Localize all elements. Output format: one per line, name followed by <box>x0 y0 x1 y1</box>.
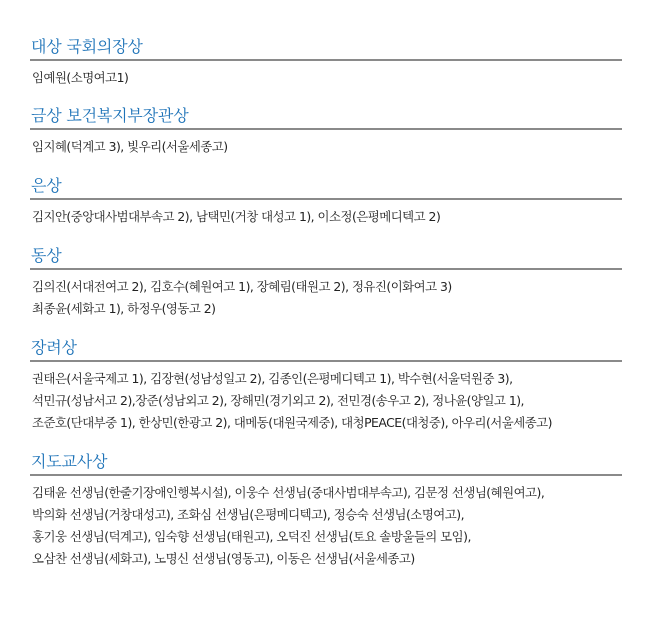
section-divider <box>30 128 622 130</box>
section-title: 장려상 <box>31 338 77 357</box>
winner-line: 김태윤 선생님(한줄기장애인행복시설), 이웅수 선생님(중대사범대부속고), 김문정 선생님(혜원여고), <box>32 485 545 500</box>
section-divider <box>30 59 622 61</box>
winner-line: 김의진(서대전여고 2), 김호수(혜원여고 1), 장혜림(태원고 2), 정유진(이화여고 3) <box>32 279 452 294</box>
winner-line: 오삼찬 선생님(세화고), 노명신 선생님(영동고), 이동은 선생님(서울세종고) <box>32 551 415 566</box>
section-gold-prize <box>30 105 622 158</box>
section-divider <box>30 474 622 476</box>
section-title: 금상 보건복지부장관상 <box>31 106 189 125</box>
section-encouragement-prize <box>30 337 622 434</box>
award-list <box>30 36 622 570</box>
section-title: 지도교사상 <box>31 452 108 471</box>
winner-line: 권태은(서울국제고 1), 김장현(성남성일고 2), 김종인(은평메디텍고 1), 박수현(서울덕원중 3), <box>32 371 513 386</box>
winner-line: 조준호(단대부중 1), 한상민(한광고 2), 대메동(대원국제중), 대청PEACE(대청중), 아우리(서울세종고) <box>32 415 552 430</box>
section-title: 은상 <box>31 176 62 195</box>
section-bronze-prize <box>30 245 622 320</box>
winner-line: 홍기웅 선생님(덕계고), 임숙향 선생님(태원고), 오덕진 선생님(토요 솔방울들의 모임), <box>32 529 471 544</box>
winner-line: 석민규(성남서고 2),장준(성남외고 2), 장해민(경기외고 2), 전민경(송우고 2), 정나윤(양일고 1), <box>32 393 524 408</box>
section-title: 동상 <box>31 246 62 265</box>
section-grand-prize <box>30 36 622 89</box>
section-title: 대상 국회의장상 <box>31 37 143 56</box>
winner-line: 박의화 선생님(거창대성고), 조화심 선생님(은평메디텍고), 정승숙 선생님(소명여고), <box>32 507 465 522</box>
section-divider <box>30 268 622 270</box>
section-silver-prize <box>30 175 622 228</box>
section-divider <box>30 360 622 362</box>
section-teacher-award <box>30 451 622 570</box>
winner-line: 임예원(소명여고1) <box>32 70 129 85</box>
winner-line: 최종윤(세화고 1), 하정우(영동고 2) <box>32 301 216 316</box>
winner-line: 임지혜(덕계고 3), 빛우리(서울세종고) <box>32 139 228 154</box>
winner-line: 김지안(중앙대사범대부속고 2), 남택민(거창 대성고 1), 이소정(은평메디텍고 2) <box>32 209 441 224</box>
section-divider <box>30 198 622 200</box>
